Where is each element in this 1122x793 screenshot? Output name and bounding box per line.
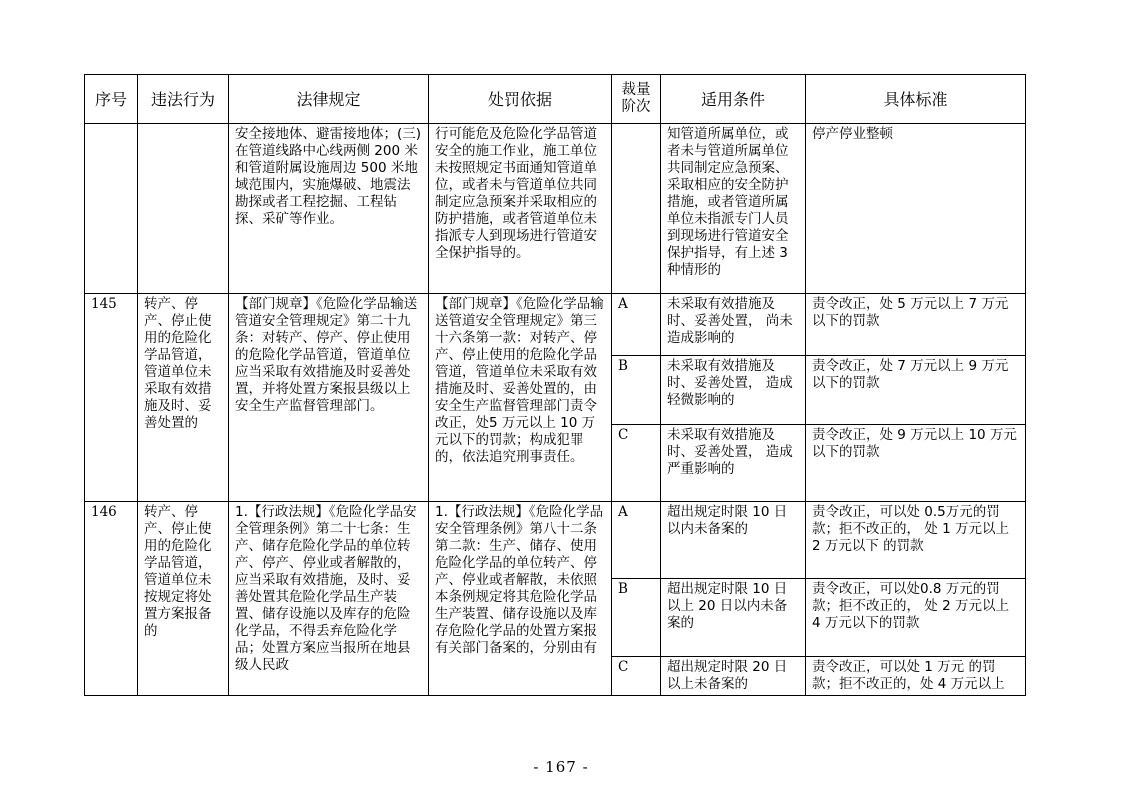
standard-cell: 责令改正，可以处 1 万元 的罚款；拒不改正的，处 4 万元以上 <box>806 657 1026 696</box>
standard-cell: 责令改正，处 9 万元以上 10 万元以下的罚款 <box>806 425 1026 502</box>
standard-cell: 责令改正，可以处0.8 万元的罚款；拒不改正的， 处 2 万元以上 4 万元以下的罚款 <box>806 579 1026 657</box>
header-law: 法律规定 <box>229 75 429 124</box>
condition-cell: 未采取有效措施及时、妥善处置， 造成严重影响的 <box>661 425 806 502</box>
standard-cell: 责令改正，处 5 万元以上 7 万元以下的罚款 <box>806 294 1026 356</box>
cont-behavior-cell <box>138 124 229 294</box>
level-cell: B <box>612 356 661 425</box>
condition-cell: 未采取有效措施及时、妥善处置， 尚未造成影响的 <box>661 294 806 356</box>
cont-basis-cell: 行可能危及危险化学品管道安全的施工作业，施工单位未按照规定书面通知管道单位，或者未与管道单位共同制定应急预案并采取相应的防护措施，或者管道单位未指派专人到现场进行管道安全保护指导的。 <box>429 124 612 294</box>
level-cell: A <box>612 294 661 356</box>
cont-level-cell <box>612 124 661 294</box>
header-row <box>85 75 1026 124</box>
level-cell: B <box>612 579 661 657</box>
law-cell: 【部门规章】《危险化学品输送管道安全管理规定》第二十九条：对转产、停产、停止使用的危险化学品管道，管道单位应当采取有效措施及时妥善处置，并将处置方案报县级以上安全生产监督管理部门。 <box>229 294 429 502</box>
basis-cell: 1.【行政法规】《危险化学品安全管理条例》第八十二条第二款：生产、储存、使用危险化学品的单位转产、停产、停业或者解散，未依照本条例规定将其危险化学品生产装置、储存设施以及库存危险化学品的处置方案报有关部门备案的，分别由有 <box>429 502 612 696</box>
level-cell: A <box>612 502 661 579</box>
penalty-standards-table <box>84 74 1026 696</box>
table-row <box>85 502 1026 579</box>
condition-cell: 超出规定时限 10 日以内未备案的 <box>661 502 806 579</box>
header-standard: 具体标准 <box>806 75 1026 124</box>
header-level: 裁量 阶次 <box>612 75 661 124</box>
cont-law-cell: 安全接地体、避雷接地体；(三) 在管道线路中心线两侧 200 米和管道附属设施周边 500 米地域范围内，实施爆破、地震法勘探或者工程挖掘、工程钻探、采矿等作业。 <box>229 124 429 294</box>
header-behavior: 违法行为 <box>138 75 229 124</box>
condition-cell: 未采取有效措施及时、妥善处置， 造成轻微影响的 <box>661 356 806 425</box>
level-cell: C <box>612 425 661 502</box>
seq-cell: 146 <box>85 502 138 696</box>
condition-cell: 超出规定时限 20 日以上未备案的 <box>661 657 806 696</box>
table-row-continued <box>85 124 1026 294</box>
law-cell: 1.【行政法规】《危险化学品安全管理条例》第二十七条：生产、储存危险化学品的单位转产、停产、停业或者解散的，应当采取有效措施，及时、妥善处置其危险化学品生产装置、储存设施以及库存的危险化学品，不得丢弃危险化学品；处置方案应当报所在地县级人民政 <box>229 502 429 696</box>
level-cell: C <box>612 657 661 696</box>
page-number: - 167 - <box>533 758 589 776</box>
header-condition: 适用条件 <box>661 75 806 124</box>
header-basis: 处罚依据 <box>429 75 612 124</box>
table-row <box>85 294 1026 356</box>
cont-condition-cell: 知管道所属单位，或者未与管道所属单位共同制定应急预案、采取相应的安全防护措施，或者管道所属单位未指派专门人员到现场进行管道安全保护指导，有上述 3 种情形的 <box>661 124 806 294</box>
condition-cell: 超出规定时限 10 日以上 20 日以内未备案的 <box>661 579 806 657</box>
behavior-cell: 转产、停产、停止使用的危险化学品管道，管道单位未采取有效措施及时、妥善处置的 <box>138 294 229 502</box>
seq-cell: 145 <box>85 294 138 502</box>
cont-standard-cell: 停产停业整顿 <box>806 124 1026 294</box>
header-seq: 序号 <box>85 75 138 124</box>
standard-cell: 责令改正，可以处 0.5万元的罚款；拒不改正的， 处 1 万元以上 2 万元以下 的罚款 <box>806 502 1026 579</box>
behavior-cell: 转产、停产、停止使用的危险化学品管道，管道单位未按规定将处置方案报备的 <box>138 502 229 696</box>
cont-seq-cell <box>85 124 138 294</box>
standard-cell: 责令改正，处 7 万元以上 9 万元以下的罚款 <box>806 356 1026 425</box>
basis-cell: 【部门规章】《危险化学品输送管道安全管理规定》第三十六条第一款：对转产、停产、停止使用的危险化学品管道，管道单位未采取有效措施及时、妥善处置的，由安全生产监督管理部门责令改正，处5 万元以上 10 万元以下的罚款；构成犯罪的，依法追究刑事责任。 <box>429 294 612 502</box>
